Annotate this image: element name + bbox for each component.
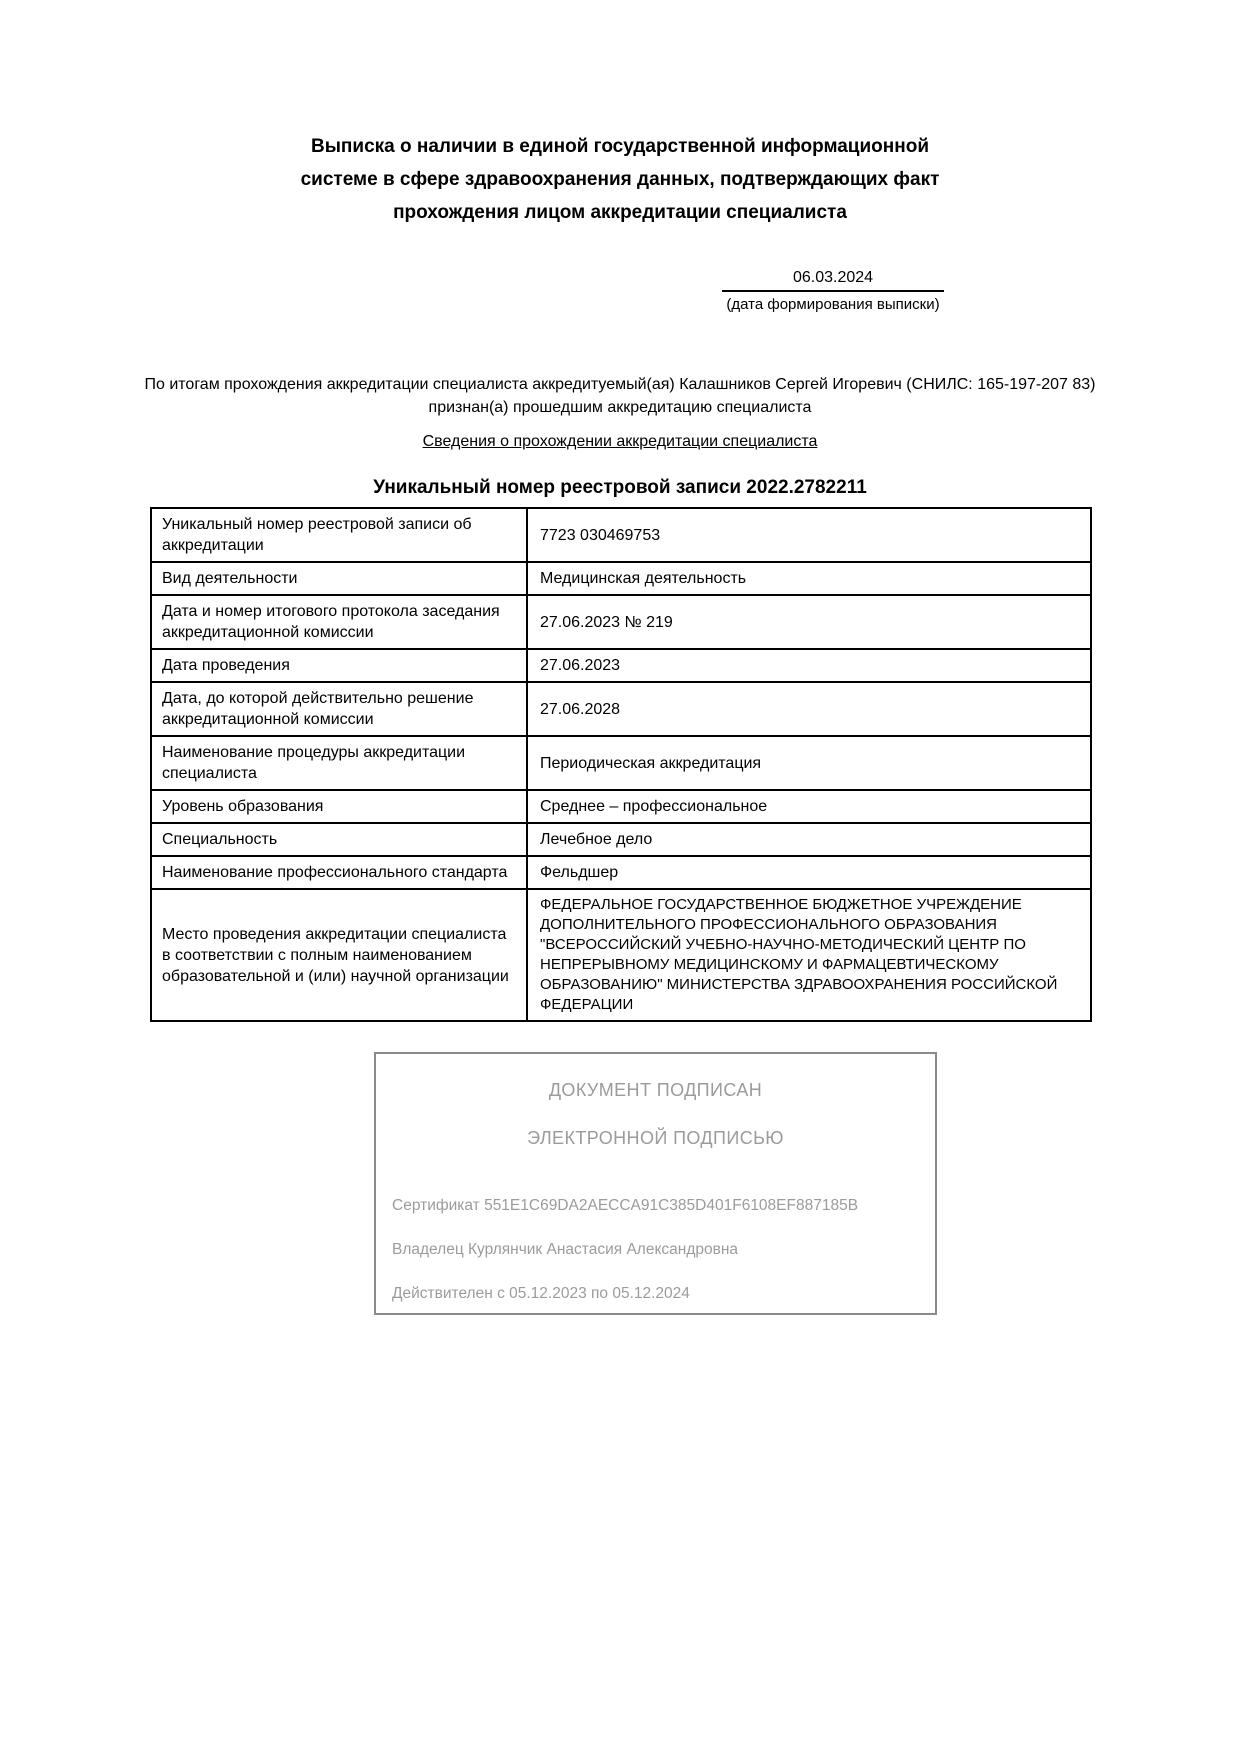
row-value: Фельдшер: [527, 856, 1091, 889]
intro-line: По итогам прохождения аккредитации специалиста аккредитуемый(ая) Калашников Сергей Игоревич (СНИЛС: 165-197-207 83): [144, 376, 1096, 393]
table-row: [151, 790, 1091, 823]
table-row: [151, 595, 1091, 649]
table-row: [151, 856, 1091, 889]
document-title-line: прохождения лицом аккредитации специалиста: [393, 202, 847, 223]
section-heading: Сведения о прохождении аккредитации специалиста: [422, 433, 818, 450]
generation-date: 06.03.2024: [722, 269, 944, 292]
table-row: [151, 682, 1091, 736]
intro-line: признан(а) прошедшим аккредитацию специалиста: [428, 399, 812, 416]
table-row: [151, 736, 1091, 790]
row-value: 27.06.2023: [527, 649, 1091, 682]
generation-date-block: [722, 269, 944, 313]
electronic-signature-stamp: [374, 1052, 937, 1315]
table-row: [151, 649, 1091, 682]
row-value: Периодическая аккредитация: [527, 736, 1091, 790]
row-label: Вид деятельности: [151, 562, 527, 595]
row-label: Дата проведения: [151, 649, 527, 682]
stamp-heading-line: ДОКУМЕНТ ПОДПИСАН: [548, 1080, 763, 1100]
row-value: 7723 030469753: [527, 508, 1091, 562]
accreditation-table: [150, 507, 1092, 1022]
row-value: Медицинская деятельность: [527, 562, 1091, 595]
row-value: 27.06.2023 № 219: [527, 595, 1091, 649]
row-label: Уровень образования: [151, 790, 527, 823]
document-title-line: Выписка о наличии в единой государственной информационной: [310, 136, 930, 157]
table-row: [151, 823, 1091, 856]
row-label: Наименование профессионального стандарта: [151, 856, 527, 889]
row-label: Уникальный номер реестровой записи об аккредитации: [151, 508, 527, 562]
stamp-validity: Действителен с 05.12.2023 по 05.12.2024: [392, 1285, 690, 1302]
row-label: Дата, до которой действительно решение аккредитационной комиссии: [151, 682, 527, 736]
row-value: Среднее – профессиональное: [527, 790, 1091, 823]
stamp-owner: Владелец Курлянчик Анастасия Александровна: [392, 1241, 739, 1258]
stamp-certificate: Сертификат 551E1C69DA2AECCA91C385D401F6108EF887185B: [392, 1197, 859, 1214]
row-label: Специальность: [151, 823, 527, 856]
generation-date-caption: (дата формирования выписки): [726, 296, 940, 313]
row-label: Место проведения аккредитации специалиста в соответствии с полным наименованием образовательной и (или) научной организации: [151, 889, 527, 1021]
row-value: ФЕДЕРАЛЬНОЕ ГОСУДАРСТВЕННОЕ БЮДЖЕТНОЕ УЧРЕЖДЕНИЕ ДОПОЛНИТЕЛЬНОГО ПРОФЕССИОНАЛЬНОГО ОБРАЗОВАНИЯ "ВСЕРОССИЙСКИЙ УЧЕБНО-НАУЧНО-МЕТОДИЧЕСКИЙ ЦЕНТР ПО НЕПРЕРЫВНОМУ МЕДИЦИНСКОМУ И ФАРМАЦЕВТИЧЕСКОМУ ОБРАЗОВАНИЮ" МИНИСТЕРСТВА ЗДРАВООХРАНЕНИЯ РОССИЙСКОЙ ФЕДЕРАЦИИ: [527, 889, 1091, 1021]
stamp-heading-line: ЭЛЕКТРОННОЙ ПОДПИСЬЮ: [527, 1128, 784, 1148]
row-value: Лечебное дело: [527, 823, 1091, 856]
document-title: [0, 0, 1240, 229]
document-title-line: системе в сфере здравоохранения данных, подтверждающих факт: [300, 169, 940, 190]
table-row: [151, 889, 1091, 1021]
row-value: 27.06.2028: [527, 682, 1091, 736]
row-label: Наименование процедуры аккредитации специалиста: [151, 736, 527, 790]
row-label: Дата и номер итогового протокола заседания аккредитационной комиссии: [151, 595, 527, 649]
table-row: [151, 508, 1091, 562]
intro-paragraph: [125, 373, 1115, 419]
table-row: [151, 562, 1091, 595]
registry-number-heading: Уникальный номер реестровой записи 2022.2782211: [373, 477, 867, 498]
